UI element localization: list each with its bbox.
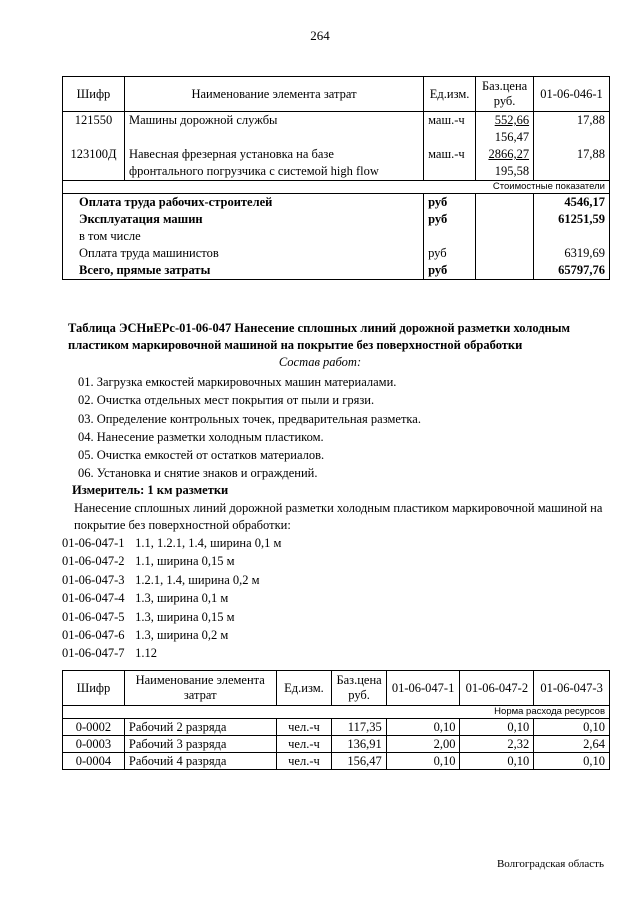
total-label: Эксплуатация машин xyxy=(63,211,424,228)
cell-price: 156,47 xyxy=(332,753,386,770)
table-header-row xyxy=(63,77,610,112)
section-title: Таблица ЭСНиЕРс-01-06-047 Нанесение сплошных линий дорожной разметки холодным пластиком маркировочной машиной на покрытие без поверхностной обработки xyxy=(68,321,571,352)
name-line-1: Навесная фрезерная установка на базе xyxy=(128,147,334,161)
col-header-unit: Ед.изм. xyxy=(276,671,332,706)
total-empty xyxy=(476,228,534,245)
norm-header: Норма расхода ресурсов xyxy=(63,706,610,719)
cell-price: 136,91 xyxy=(332,736,386,753)
table-row xyxy=(63,736,610,753)
resource-table-046 xyxy=(62,76,610,280)
cell-name: Рабочий 4 разряда xyxy=(124,753,276,770)
total-empty xyxy=(476,245,534,262)
price-main: 2866,27 xyxy=(488,147,530,161)
cell-value: 2,64 xyxy=(534,736,610,753)
list-item xyxy=(62,626,281,644)
total-empty xyxy=(476,211,534,228)
col-header-code: Шифр xyxy=(63,77,125,112)
list-item xyxy=(62,589,281,607)
total-value: 61251,59 xyxy=(534,211,610,228)
total-unit: руб xyxy=(424,211,476,228)
code-text: 1.3, ширина 0,15 м xyxy=(135,609,235,624)
works-heading: Состав работ: xyxy=(278,355,362,369)
col-header-price: Баз.цена руб. xyxy=(332,671,386,706)
list-item xyxy=(62,644,281,662)
table-row xyxy=(63,146,610,181)
cell-price xyxy=(476,146,534,181)
cell-code: 0-0003 xyxy=(63,736,125,753)
col-header-norm-3: 01-06-047-3 xyxy=(534,671,610,706)
cell-value: 0,10 xyxy=(460,719,534,736)
price-main: 552,66 xyxy=(494,113,530,127)
list-item: 03. Определение контрольных точек, предварительная разметка. xyxy=(78,411,421,426)
total-row xyxy=(63,194,610,212)
table-row xyxy=(63,753,610,770)
cell-unit: маш.-ч xyxy=(424,146,476,181)
code-text: 1.2.1, 1.4, ширина 0,2 м xyxy=(135,572,260,587)
cell-unit: чел.-ч xyxy=(276,736,332,753)
col-header-unit: Ед.изм. xyxy=(424,77,476,112)
total-unit: руб xyxy=(424,245,476,262)
col-header-norm-2: 01-06-047-2 xyxy=(460,671,534,706)
code-id: 01-06-047-3 xyxy=(62,572,125,587)
col-header-name: Наименование элемента затрат xyxy=(124,671,276,706)
list-item: 01. Загрузка емкостей маркировочных машин материалами. xyxy=(78,375,397,389)
cell-value: 0,10 xyxy=(386,719,460,736)
resource-table-047 xyxy=(62,670,610,770)
price-sub: 195,58 xyxy=(494,164,530,178)
cell-code: 0-0002 xyxy=(63,719,125,736)
code-id: 01-06-047-2 xyxy=(62,554,125,569)
list-item xyxy=(62,534,281,552)
code-text: 1.3, ширина 0,2 м xyxy=(135,628,229,643)
cell-value: 0,10 xyxy=(460,753,534,770)
cost-header: Стоимостные показатели xyxy=(63,181,610,194)
footer-region: Волгоградская область xyxy=(496,858,604,870)
cell-value: 17,88 xyxy=(534,146,610,181)
total-unit: руб xyxy=(424,194,476,212)
list-item xyxy=(62,571,281,589)
cell-price xyxy=(476,112,534,147)
cell-name: Рабочий 3 разряда xyxy=(124,736,276,753)
list-item xyxy=(62,608,281,626)
description: Нанесение сплошных линий дорожной разметки холодным пластиком маркировочной машиной на покрытие без поверхностной обработки: xyxy=(74,501,603,532)
cell-code: 0-0004 xyxy=(63,753,125,770)
code-text: 1.1, ширина 0,15 м xyxy=(135,554,235,569)
total-value: 6319,69 xyxy=(534,245,610,262)
col-header-price: Баз.цена руб. xyxy=(476,77,534,112)
cell-value: 17,88 xyxy=(534,112,610,147)
list-item: 06. Установка и снятие знаков и ограждений. xyxy=(78,466,318,481)
total-label: Всего, прямые затраты xyxy=(63,262,424,280)
list-item: 04. Нанесение разметки холодным пластиком. xyxy=(78,429,324,444)
table-row xyxy=(63,112,610,147)
total-value: 65797,76 xyxy=(534,262,610,280)
cost-header-row xyxy=(63,181,610,194)
total-label: в том числе xyxy=(63,228,424,245)
total-label: Оплата труда машинистов xyxy=(63,245,424,262)
price-sub: 156,47 xyxy=(494,130,530,144)
page-number: 264 xyxy=(310,28,330,43)
works-list xyxy=(78,373,421,483)
list-item: 02. Очистка отдельных мест покрытия от пыли и грязи. xyxy=(78,393,375,408)
code-text: 1.1, 1.2.1, 1.4, ширина 0,1 м xyxy=(135,536,282,550)
total-row xyxy=(63,211,610,228)
col-header-norm-1: 01-06-047-1 xyxy=(386,671,460,706)
table-row xyxy=(63,719,610,736)
cell-unit: чел.-ч xyxy=(276,753,332,770)
code-text: 1.12 xyxy=(135,646,157,661)
cell-name: Машины дорожной службы xyxy=(124,112,423,147)
cell-value: 0,10 xyxy=(386,753,460,770)
total-value: 4546,17 xyxy=(534,194,610,212)
cell-name: Рабочий 2 разряда xyxy=(124,719,276,736)
code-id: 01-06-047-5 xyxy=(62,609,125,624)
list-item xyxy=(62,552,281,570)
cell-value: 0,10 xyxy=(534,753,610,770)
code-id: 01-06-047-1 xyxy=(62,536,125,550)
col-header-name: Наименование элемента затрат xyxy=(124,77,423,112)
code-id: 01-06-047-6 xyxy=(62,628,125,643)
code-id: 01-06-047-7 xyxy=(62,646,125,661)
cell-value: 0,10 xyxy=(534,719,610,736)
norm-header-row xyxy=(63,706,610,719)
table-header-row xyxy=(63,671,610,706)
total-row xyxy=(63,262,610,280)
total-empty xyxy=(476,194,534,212)
total-unit: руб xyxy=(424,262,476,280)
total-row xyxy=(63,245,610,262)
measure-unit: Измеритель: 1 км разметки xyxy=(72,483,229,497)
name-line-2: фронтального погрузчика с системой high flow xyxy=(128,164,379,178)
cell-name xyxy=(124,146,423,181)
total-empty xyxy=(476,262,534,280)
total-row xyxy=(63,228,610,245)
code-id: 01-06-047-4 xyxy=(62,591,125,606)
total-value xyxy=(534,228,610,245)
cell-code: 121550 xyxy=(63,112,125,147)
cell-value: 2,32 xyxy=(460,736,534,753)
cell-unit: чел.-ч xyxy=(276,719,332,736)
total-label: Оплата труда рабочих-строителей xyxy=(63,194,424,212)
col-header-code: Шифр xyxy=(63,671,125,706)
list-item: 05. Очистка емкостей от остатков материалов. xyxy=(78,448,325,463)
cell-unit: маш.-ч xyxy=(424,112,476,147)
code-text: 1.3, ширина 0,1 м xyxy=(135,591,229,606)
cell-code: 123100Д xyxy=(63,146,125,181)
cell-price: 117,35 xyxy=(332,719,386,736)
total-unit xyxy=(424,228,476,245)
codes-list xyxy=(62,534,281,663)
cell-value: 2,00 xyxy=(386,736,460,753)
col-header-norm: 01-06-046-1 xyxy=(534,77,610,112)
